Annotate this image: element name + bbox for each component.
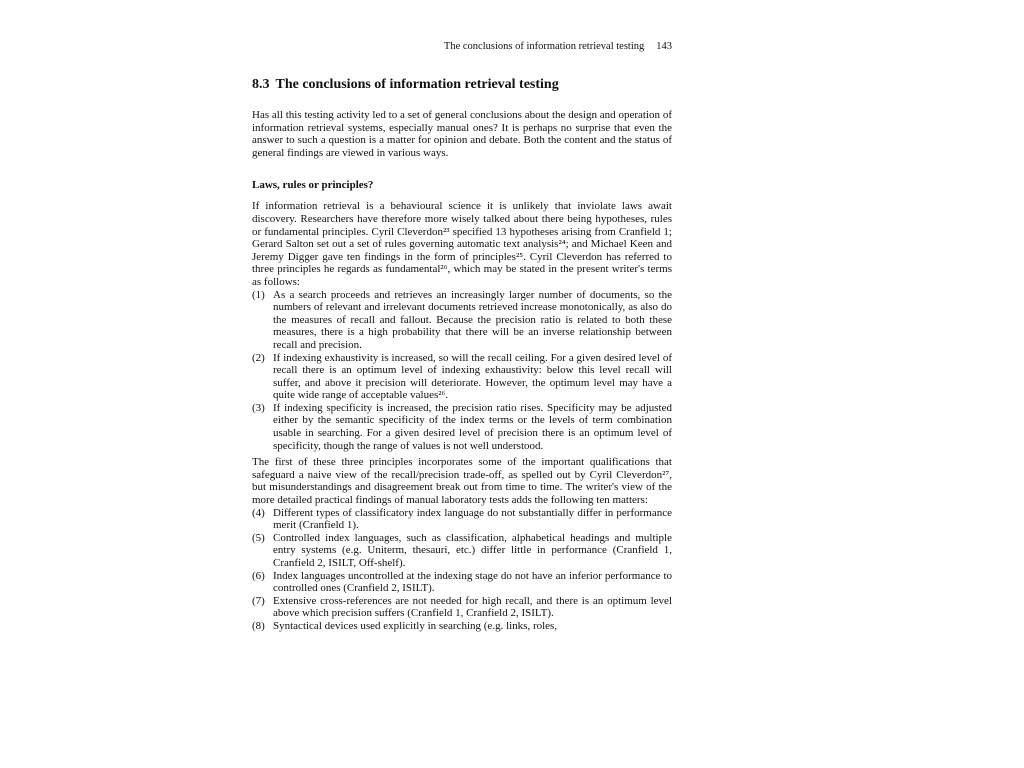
section-number: 8.3 xyxy=(252,77,270,92)
list-item xyxy=(252,352,672,402)
laws-paragraph: If information retrieval is a behavioural science it is unlikely that inviolate laws await discovery. Researchers have therefore more wisely talked about there being hypotheses, rules or fundamental principles. Cyril Cleverdon²³ specified 13 hypotheses arising from Cranfield 1; Gerard Salton set out a set of rules governing automatic text analysis²⁴; and Michael Keen and Jeremy Digger gave ten findings in the form of principles²⁵. Cyril Cleverdon has referred to three principles he regards as fundamental²⁶, which may be stated in the present writer's terms as follows: xyxy=(252,200,672,288)
item-label: (7) xyxy=(252,594,265,607)
section-title: The conclusions of information retrieval testing xyxy=(275,77,559,92)
list-item xyxy=(252,289,672,352)
page-number: 143 xyxy=(656,41,672,52)
item-label: (2) xyxy=(252,351,265,364)
list-item xyxy=(252,507,672,532)
middle-paragraph: The first of these three principles incorporates some of the important qualifications that safeguard a naive view of the recall/precision trade-off, as spelled out by Cyril Cleverdon²⁷, but misunderstandings and disagreement break out from time to time. The writer's view of the more detailed practical findings of manual laboratory tests adds the following ten matters: xyxy=(252,456,672,507)
list-item xyxy=(252,532,672,570)
item-label: (1) xyxy=(252,288,265,301)
item-text: Extensive cross-references are not needed for high recall, and there is an optimum level above which precision suffers (Cranfield 1, Cranfield 2, ISILT). xyxy=(273,594,672,620)
item-text: Controlled index languages, such as classification, alphabetical headings and multiple entry systems (e.g. Uniterm, thesauri, etc.) differ little in performance (Cranfield 1, Cranfield 2, ISILT, Off-shelf). xyxy=(273,531,672,569)
running-title: The conclusions of information retrieval testing xyxy=(443,41,645,52)
item-label: (8) xyxy=(252,619,265,632)
findings-list xyxy=(252,507,672,633)
item-text: If indexing exhaustivity is increased, so will the recall ceiling. For a given desired level of recall there is an optimum level of indexing exhaustivity: below this level recall will suffer, and above it precision will deteriorate. However, the optimum level may have a quite wide range of acceptable values²⁶. xyxy=(273,351,672,402)
item-label: (5) xyxy=(252,531,265,544)
book-page xyxy=(252,40,672,633)
section-heading xyxy=(252,76,672,94)
item-label: (6) xyxy=(252,569,265,582)
subsection-heading: Laws, rules or principles? xyxy=(252,179,374,192)
item-text: As a search proceeds and retrieves an increasingly larger number of documents, so the numbers of relevant and irrelevant documents retrieved increase monotonically, as also do the measures of recall and fallout. Because the precision ratio is related to both these measures, there is a high probability that there will be an inverse relationship between recall and precision. xyxy=(273,288,672,351)
list-item xyxy=(252,570,672,595)
item-text: Different types of classificatory index language do not substantially differ in performance merit (Cranfield 1). xyxy=(273,506,672,532)
list-item xyxy=(252,402,672,452)
list-item xyxy=(252,620,672,633)
principles-list xyxy=(252,289,672,453)
list-item xyxy=(252,595,672,620)
item-text: Index languages uncontrolled at the indexing stage do not have an inferior performance to controlled ones (Cranfield 2, ISILT). xyxy=(273,569,672,595)
running-header xyxy=(252,40,672,54)
item-label: (3) xyxy=(252,401,265,414)
item-label: (4) xyxy=(252,506,265,519)
item-text: If indexing specificity is increased, the precision ratio rises. Specificity may be adjusted either by the semantic specificity of the index terms or the levels of term combination usable in searching. For a given desired level of precision there is an optimum level of specificity, though the range of values is not well understood. xyxy=(273,401,672,452)
intro-paragraph: Has all this testing activity led to a set of general conclusions about the design and operation of information retrieval systems, especially manual ones? It is perhaps no surprise that even the answer to such a question is a matter for opinion and debate. Both the content and the status of general findings are viewed in various ways. xyxy=(252,109,672,159)
item-text: Syntactical devices used explicitly in searching (e.g. links, roles, xyxy=(273,619,558,632)
